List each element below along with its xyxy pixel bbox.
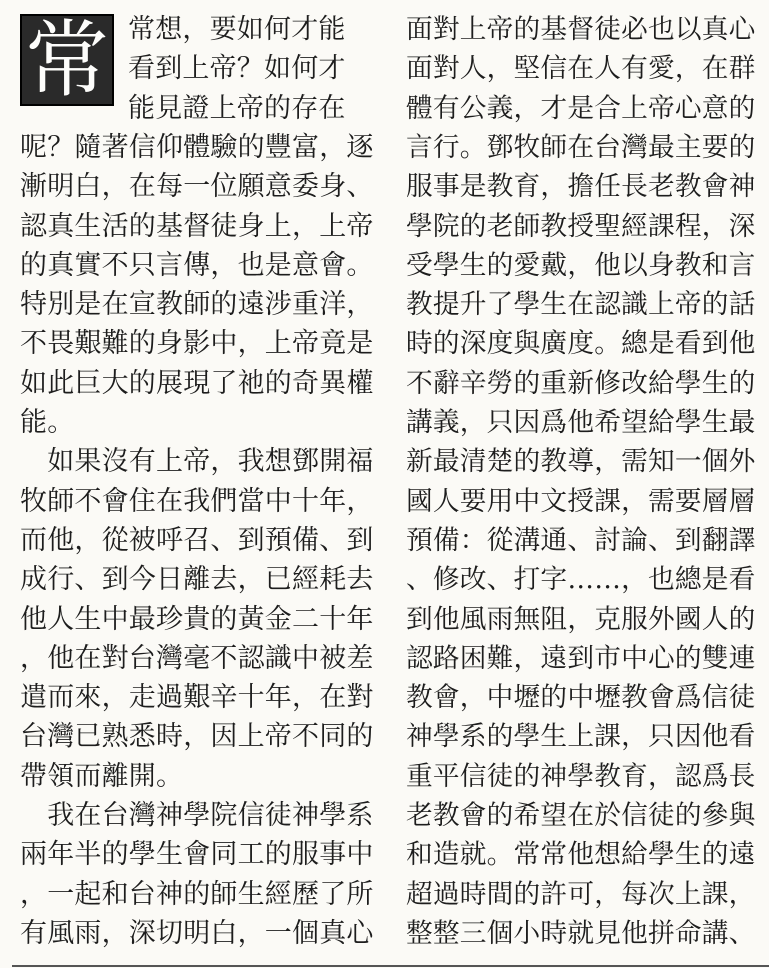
text-line: 能。 bbox=[20, 407, 75, 438]
text-line: 重平信徒的神學教育，認爲長 bbox=[406, 760, 756, 792]
text-line: 常想，要如何才能 bbox=[128, 14, 346, 45]
text-line: 有風雨，深切明白，一個真心 bbox=[20, 917, 374, 949]
text-line: 呢？隨著信仰體驗的豐富，逐 bbox=[20, 131, 374, 163]
text-line: 面對上帝的基督徒必也以真心 bbox=[406, 14, 756, 45]
text-line: 漸明白，在每一位願意委身、 bbox=[20, 171, 374, 203]
text-line: 如果沒有上帝，我想鄧開福 bbox=[20, 446, 374, 478]
text-line: 能見證上帝的存在 bbox=[128, 92, 346, 124]
text-line: 的真實不只言傳，也是意會。 bbox=[20, 249, 374, 281]
text-line: 面對人，堅信在人有愛，在群 bbox=[406, 53, 756, 85]
text-line: 兩年半的學生會同工的服事中 bbox=[20, 839, 374, 871]
text-line: ，他在對台灣毫不認識中被差 bbox=[20, 642, 374, 674]
text-line: 超過時間的許可，每次上課， bbox=[406, 878, 756, 910]
text-line: 老教會的希望在於信徒的參與 bbox=[406, 800, 756, 831]
text-line: 認路困難，遠到市中心的雙連 bbox=[406, 642, 756, 674]
text-line: 、修改、打字……，也總是看 bbox=[406, 564, 756, 596]
dropcap bbox=[20, 14, 114, 106]
bottom-rule bbox=[12, 965, 769, 967]
dropcap-character: 常 bbox=[24, 14, 109, 106]
text-line: 牧師不會住在我們當中十年， bbox=[20, 485, 374, 517]
text-line: 學院的老師教授聖經課程，深 bbox=[406, 210, 756, 242]
text-line: 不畏艱難的身影中，上帝竟是 bbox=[20, 328, 374, 360]
text-line: 新最清楚的教導，需知一個外 bbox=[406, 446, 756, 478]
text-line: 看到上帝？如何才 bbox=[128, 53, 346, 85]
text-line: 不辭辛勞的重新修改給學生的 bbox=[406, 367, 756, 399]
text-line: 特別是在宣教師的遠涉重洋， bbox=[20, 289, 374, 321]
text-line: 講義，只因爲他希望給學生最 bbox=[406, 407, 756, 438]
text-line: 預備：從溝通、討論、到翻譯 bbox=[406, 524, 756, 556]
text-line: ，一起和台神的師生經歷了所 bbox=[20, 878, 374, 910]
text-line: 遣而來，走過艱辛十年，在對 bbox=[20, 682, 374, 714]
text-line: 如此巨大的展現了祂的奇異權 bbox=[20, 367, 374, 399]
text-line: 言行。鄧牧師在台灣最主要的 bbox=[406, 131, 756, 163]
text-line: 教提升了學生在認識上帝的話 bbox=[406, 289, 756, 321]
text-line: 認真生活的基督徒身上，上帝 bbox=[20, 210, 374, 242]
text-line: 整整三個小時就見他拼命講、 bbox=[406, 917, 756, 949]
text-line: 時的深度與廣度。總是看到他 bbox=[406, 328, 756, 360]
text-line: 而他，從被呼召、到預備、到 bbox=[20, 524, 374, 556]
text-line: 受學生的愛戴，他以身教和言 bbox=[406, 249, 756, 281]
text-line: 教會，中壢的中壢教會爲信徒 bbox=[406, 682, 756, 714]
text-line: 成行、到今日離去，已經耗去 bbox=[20, 564, 374, 596]
text-line: 神學系的學生上課，只因他看 bbox=[406, 721, 756, 753]
text-line: 我在台灣神學院信徒神學系 bbox=[20, 800, 374, 831]
text-line: 他人生中最珍貴的黃金二十年 bbox=[20, 603, 374, 635]
text-line: 和造就。常常他想給學生的遠 bbox=[406, 839, 756, 871]
text-line: 到他風雨無阻，克服外國人的 bbox=[406, 603, 756, 635]
text-line: 台灣已熟悉時，因上帝不同的 bbox=[20, 721, 374, 753]
text-line: 體有公義，才是合上帝心意的 bbox=[406, 92, 756, 124]
text-line: 國人要用中文授課，需要層層 bbox=[406, 485, 756, 517]
text-line: 帶領而離開。 bbox=[20, 760, 184, 792]
text-line: 服事是教育，擔任長老教會神 bbox=[406, 171, 756, 203]
